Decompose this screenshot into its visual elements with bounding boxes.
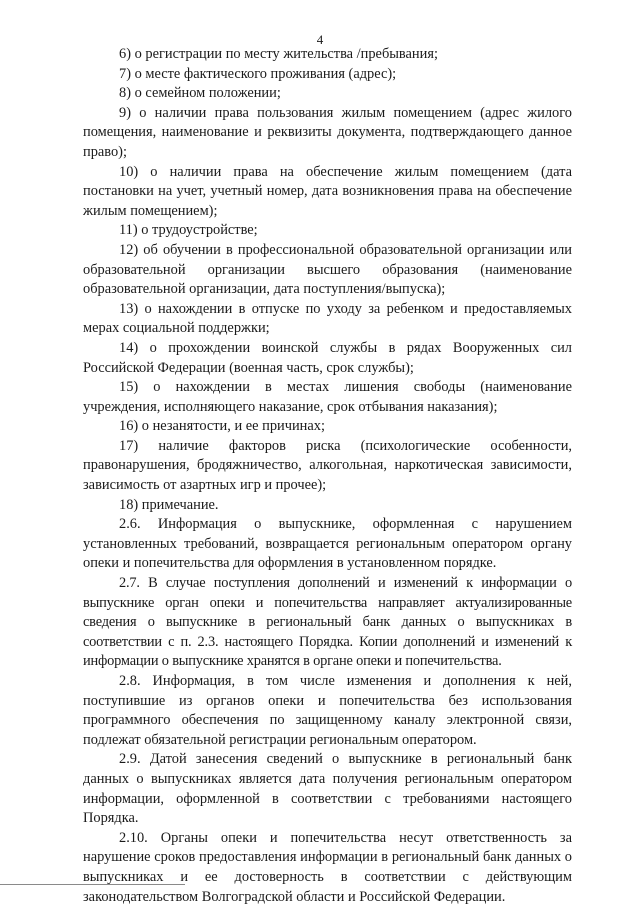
- clause-2-10: 2.10. Органы опеки и попечительства несут ответственность за нарушение сроков предоставления информации в региональный банк данных о выпускниках и ее достоверность в соответствии с действующим законодательством Волгоградской области и Российской Федерации.: [83, 829, 572, 905]
- clause-2-6: 2.6. Информация о выпускнике, оформленная с нарушением установленных требований, возвращается региональным оператором органу опеки и попечительства для оформления в установленном порядке.: [83, 516, 572, 572]
- list-item-15: 15) о нахождении в местах лишения свободы (наименование учреждения, исполняющего наказание, срок отбывания наказания);: [83, 379, 572, 415]
- list-item-11: 11) о трудоустройстве;: [119, 222, 258, 239]
- list-item-8: 8) о семейном положении;: [119, 85, 281, 102]
- list-item-7: 7) о месте фактического проживания (адрес);: [119, 65, 397, 82]
- footer-divider: [0, 884, 185, 885]
- document-body: [83, 45, 572, 907]
- list-item-6: 6) о регистрации по месту жительства /пребывания;: [119, 46, 438, 62]
- list-item-12: 12) об обучении в профессиональной образовательной организации или образовательной организации высшего образования (наименование образовательной организации, дата поступления/выпуска);: [83, 241, 572, 298]
- list-item-13: 13) о нахождении в отпуске по уходу за ребенком и предоставляемых мерах социальной поддержки;: [83, 300, 572, 337]
- clause-2-7: 2.7. В случае поступления дополнений и изменений к информации о выпускнике орган опеки и попечительства направляет актуализированные сведения о выпускнике в региональный банк данных о выпускниках в соответствии с п. 2.3. настоящего Порядка. Копии дополнений и изменений к информации о выпускнике хранятся в органе опеки и попечительства.: [83, 575, 572, 670]
- list-item-10: 10) о наличии права на обеспечение жилым помещением (дата постановки на учет, учетный номер, дата возникновения права на обеспечение жилым помещением);: [83, 163, 572, 219]
- clause-2-8: 2.8. Информация, в том числе изменения и дополнения к ней, поступившие из органов опеки и попечительства без использования программного обеспечения по защищенному каналу электронной связи, подлежат обязательной регистрации региональным оператором.: [83, 673, 572, 748]
- list-item-17: 17) наличие факторов риска (психологические особенности, правонарушения, бродяжничество, алкогольная, наркотическая зависимости, зависимость от азартных игр и прочее);: [83, 437, 572, 494]
- list-item-16: 16) о незанятости, и ее причинах;: [119, 418, 325, 435]
- clause-2-9: 2.9. Датой занесения сведений о выпускнике в региональный банк данных о выпускниках является дата получения региональным оператором информации, оформленной в соответствии с требованиями настоящего Порядка.: [83, 751, 572, 827]
- page-number: 4: [316, 32, 324, 47]
- list-item-9: 9) о наличии права пользования жилым помещением (адрес жилого помещения, наименование и реквизиты документа, подтверждающего данное право);: [83, 104, 572, 160]
- list-item-18: 18) примечание.: [119, 496, 219, 513]
- list-item-14: 14) о прохождении воинской службы в рядах Вооруженных сил Российской Федерации (военная часть, срок службы);: [83, 339, 572, 376]
